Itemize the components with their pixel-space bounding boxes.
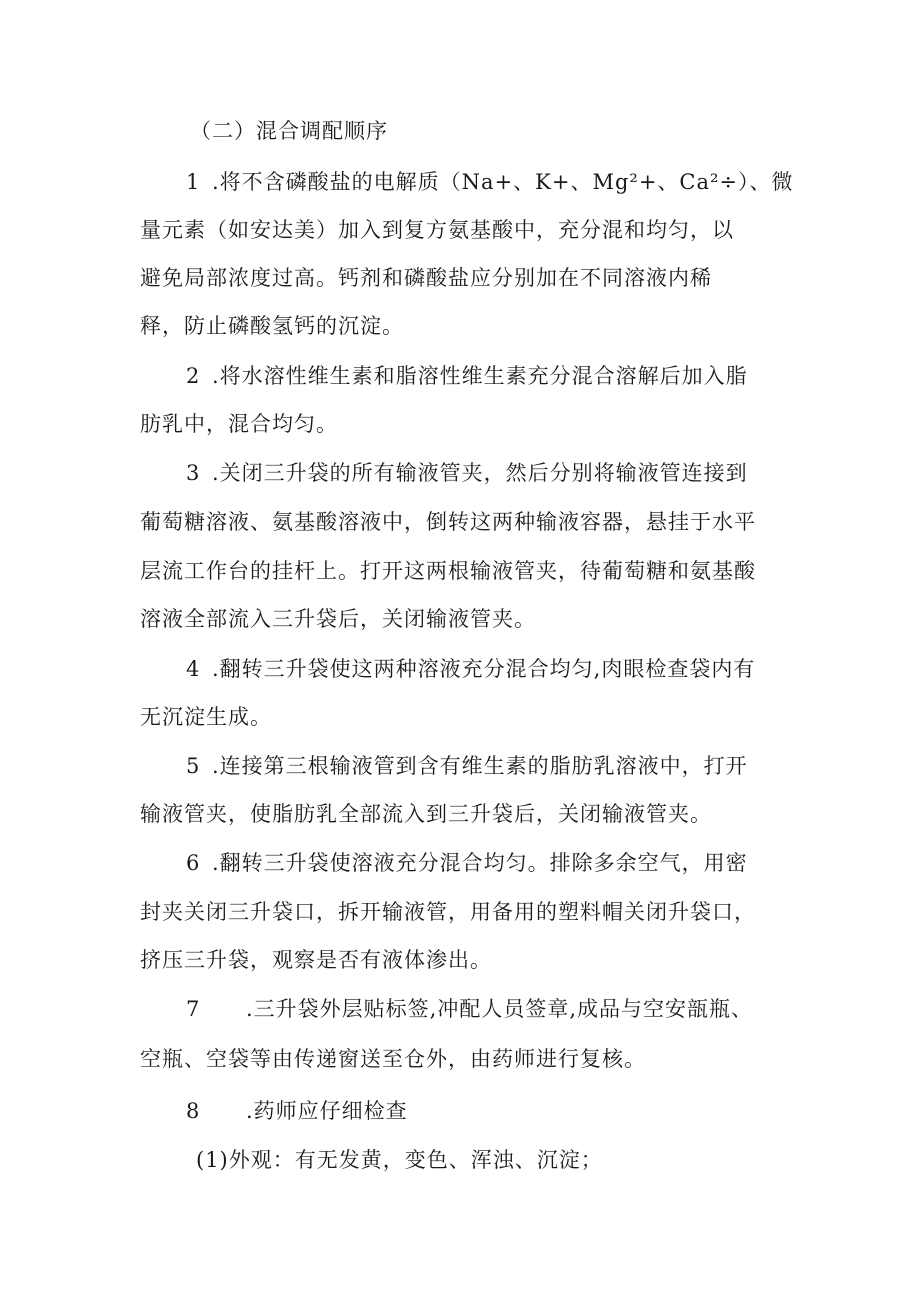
item-1-number: 1 bbox=[186, 170, 201, 194]
item-6-line-2: 封夹关闭三升袋口，拆开输液管，用备用的塑料帽关闭升袋口， bbox=[140, 900, 756, 924]
item-3-line-4: 溶液全部流入三升袋后，关闭输液管夹。 bbox=[140, 607, 536, 631]
item-3-first-line bbox=[186, 463, 748, 484]
item-4-first-line bbox=[186, 659, 755, 680]
item-6-first-line bbox=[186, 853, 748, 874]
item-6-text: .翻转三升袋使溶液充分混合均匀。排除多余空气，用密 bbox=[212, 851, 748, 875]
item-2-first-line bbox=[186, 366, 748, 387]
item-3-text: .关闭三升袋的所有输液管夹，然后分别将输液管连接到 bbox=[212, 461, 748, 485]
section-heading: （二）混合调配顺序 bbox=[190, 119, 388, 143]
item-5-text: .连接第三根输液管到含有维生素的脂肪乳溶液中，打开 bbox=[212, 754, 748, 778]
item-1-text: .将不含磷酸盐的电解质（Na+、K+、Mg²+、Ca²÷）、微 bbox=[212, 170, 794, 194]
item-3-line-3: 层流工作台的挂杆上。打开这两根输液管夹，待葡萄糖和氨基酸 bbox=[140, 559, 756, 583]
item-2-number: 2 bbox=[186, 364, 201, 388]
item-2-line-2: 肪乳中，混合均匀。 bbox=[140, 412, 338, 436]
item-8-text: .药师应仔细检查 bbox=[246, 1099, 408, 1123]
item-8-number: 8 bbox=[186, 1099, 201, 1123]
item-1-line-2: 量元素（如安达美）加入到复方氨基酸中，充分混和均匀，以 bbox=[140, 218, 734, 242]
item-7-line-2: 空瓶、空袋等由传递窗送至仓外，由药师进行复核。 bbox=[140, 1047, 646, 1071]
item-3-number: 3 bbox=[186, 461, 201, 485]
item-5-line-2: 输液管夹，使脂肪乳全部流入到三升袋后，关闭输液管夹。 bbox=[140, 802, 712, 826]
item-7-text: .三升袋外层贴标签,冲配人员签章,成品与空安瓿瓶、 bbox=[246, 997, 754, 1021]
item-7-number: 7 bbox=[186, 997, 201, 1021]
item-5-number: 5 bbox=[186, 754, 201, 778]
item-1-line-4: 释，防止磷酸氢钙的沉淀。 bbox=[140, 314, 404, 338]
sub-item-1: (1)外观：有无发黄，变色、浑浊、沉淀； bbox=[196, 1148, 603, 1172]
item-5-first-line bbox=[186, 756, 748, 777]
item-2-text: .将水溶性维生素和脂溶性维生素充分混合溶解后加入脂 bbox=[212, 364, 748, 388]
item-4-number: 4 bbox=[186, 657, 201, 681]
item-1-line-3: 避免局部浓度过高。钙剂和磷酸盐应分别加在不同溶液内稀 bbox=[140, 266, 712, 290]
item-7-first-line bbox=[186, 999, 753, 1020]
item-3-line-2: 葡萄糖溶液、氨基酸溶液中，倒转这两种输液容器，悬挂于水平 bbox=[140, 510, 756, 534]
item-6-number: 6 bbox=[186, 851, 201, 875]
item-6-line-3: 挤压三升袋，观察是否有液体渗出。 bbox=[140, 948, 492, 972]
item-4-line-2: 无沉淀生成。 bbox=[140, 705, 272, 729]
item-1-first-line bbox=[186, 172, 794, 193]
item-8-first-line bbox=[186, 1101, 408, 1122]
item-4-text: .翻转三升袋使这两种溶液充分混合均匀,肉眼检查袋内有 bbox=[212, 657, 756, 681]
